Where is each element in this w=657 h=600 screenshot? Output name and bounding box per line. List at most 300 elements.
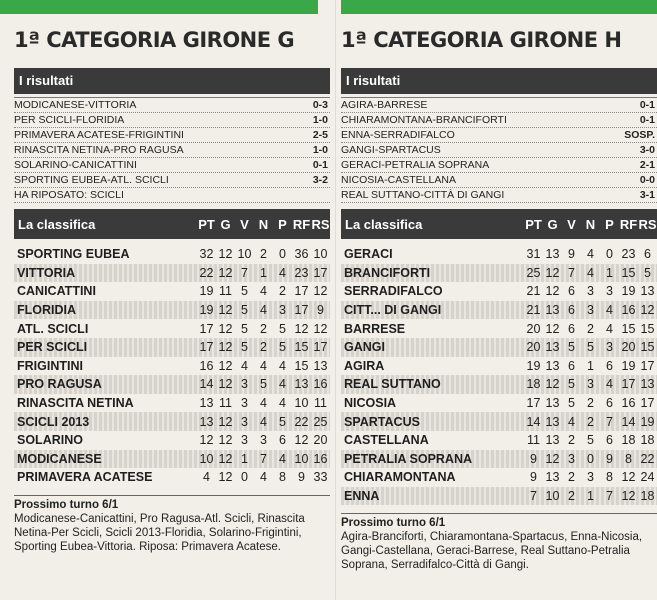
stat-p: 3 xyxy=(606,340,613,355)
stat-rs: 18 xyxy=(640,433,655,448)
stat-v: 7 xyxy=(241,265,248,280)
stat-g: 12 xyxy=(218,377,233,392)
result-match: PRIMAVERA ACATESE-FRIGINTINI xyxy=(14,129,184,141)
stat-rf: 15 xyxy=(294,358,309,373)
stat-p: 8 xyxy=(606,470,613,485)
team-name: CHIARAMONTANA xyxy=(344,470,456,485)
stat-n: 1 xyxy=(587,489,594,504)
team-name: SCICLI 2013 xyxy=(17,414,90,429)
team-name: GANGI xyxy=(344,340,385,355)
result-row xyxy=(14,113,330,128)
stat-v: 5 xyxy=(568,377,575,392)
stat-g: 13 xyxy=(545,470,560,485)
result-score: 3-1 xyxy=(639,189,655,201)
stat-pt: 16 xyxy=(199,358,214,373)
result-match: NICOSIA-CASTELLANA xyxy=(341,174,456,186)
team-name: SPORTING EUBEA xyxy=(17,247,130,262)
stat-v: 5 xyxy=(241,303,248,318)
team-name: RINASCITA NETINA xyxy=(17,396,134,411)
stat-v: 5 xyxy=(568,340,575,355)
team-name: CANICATTINI xyxy=(17,284,96,299)
result-row xyxy=(341,98,657,113)
table-row xyxy=(341,338,657,357)
column-header-n: N xyxy=(585,216,596,232)
stat-g: 13 xyxy=(545,433,560,448)
result-row xyxy=(341,173,657,188)
stat-pt: 21 xyxy=(526,284,541,299)
stat-rf: 10 xyxy=(294,396,309,411)
result-row xyxy=(14,143,330,158)
stat-v: 6 xyxy=(568,358,575,373)
stat-n: 2 xyxy=(260,321,267,336)
standings-header: La classifica xyxy=(345,216,423,232)
stat-p: 4 xyxy=(279,265,286,280)
stat-n: 5 xyxy=(260,377,267,392)
stat-rf: 12 xyxy=(294,321,309,336)
stat-pt: 17 xyxy=(199,340,214,355)
stat-pt: 21 xyxy=(526,303,541,318)
group-g-panel xyxy=(14,14,330,554)
stat-rf: 23 xyxy=(294,265,309,280)
standings-header: La classifica xyxy=(18,216,96,232)
stat-pt: 20 xyxy=(526,340,541,355)
next-round xyxy=(14,495,330,554)
group-title: 1ª CATEGORIA GIRONE G xyxy=(14,28,295,52)
result-score xyxy=(328,188,330,202)
stat-pt: 25 xyxy=(526,265,541,280)
stat-v: 6 xyxy=(568,321,575,336)
stat-pt: 14 xyxy=(199,377,214,392)
next-round-fixtures: Modicanese-Canicattini, Pro Ragusa-Atl. Scicli, Rinascita Netina-Per Scicli, Scicli 2013-Floridia, Solarino-Frigintini, Sporting Eubea-Vittoria. Riposa: Primavera Acatese. xyxy=(14,512,305,553)
stat-n: 2 xyxy=(260,247,267,262)
result-match: GANGI-SPARTACUS xyxy=(341,144,441,156)
stat-g: 12 xyxy=(545,451,560,466)
stat-pt: 18 xyxy=(526,377,541,392)
column-header-p: P xyxy=(278,216,287,232)
stat-rs: 17 xyxy=(640,358,655,373)
stat-rf: 16 xyxy=(621,396,636,411)
stat-p: 4 xyxy=(279,358,286,373)
group-title: 1ª CATEGORIA GIRONE H xyxy=(341,28,622,52)
result-match: HA RIPOSATO: SCICLI xyxy=(14,189,124,201)
stat-v: 3 xyxy=(241,414,248,429)
team-name: PRO RAGUSA xyxy=(17,377,102,392)
stat-pt: 22 xyxy=(199,265,214,280)
stat-p: 4 xyxy=(606,321,613,336)
stat-v: 3 xyxy=(241,377,248,392)
team-name: PRIMAVERA ACATESE xyxy=(17,470,153,485)
green-top-bar-right xyxy=(341,0,657,14)
stat-n: 5 xyxy=(587,433,594,448)
table-row xyxy=(341,431,657,450)
stat-n: 3 xyxy=(260,433,267,448)
standings-table xyxy=(341,245,657,505)
result-score: 0-1 xyxy=(312,159,328,171)
table-row xyxy=(14,245,330,264)
results-header: I risultati xyxy=(14,68,330,94)
result-score: 0-1 xyxy=(639,114,655,126)
stat-p: 4 xyxy=(606,303,613,318)
stat-pt: 9 xyxy=(530,451,537,466)
stat-n: 2 xyxy=(587,414,594,429)
stat-n: 4 xyxy=(260,396,267,411)
stat-rf: 14 xyxy=(621,414,636,429)
stat-pt: 7 xyxy=(530,489,537,504)
result-match: AGIRA-BARRESE xyxy=(341,99,428,111)
stat-g: 12 xyxy=(545,265,560,280)
result-match: SPORTING EUBEA-ATL. SCICLI xyxy=(14,174,169,186)
stat-g: 12 xyxy=(218,265,233,280)
stat-rs: 13 xyxy=(313,358,328,373)
table-row xyxy=(341,375,657,394)
stat-pt: 13 xyxy=(199,414,214,429)
result-score: 0-0 xyxy=(639,174,655,186)
table-row xyxy=(14,282,330,301)
stat-n: 4 xyxy=(260,358,267,373)
stat-p: 5 xyxy=(279,340,286,355)
team-name: FLORIDIA xyxy=(17,303,77,318)
stat-p: 0 xyxy=(279,247,286,262)
stat-n: 2 xyxy=(587,321,594,336)
stat-rs: 25 xyxy=(313,414,328,429)
result-row xyxy=(14,188,330,203)
result-row xyxy=(14,158,330,173)
stat-p: 5 xyxy=(279,321,286,336)
table-row xyxy=(341,264,657,283)
stat-v: 4 xyxy=(241,358,248,373)
standings-header-row xyxy=(341,209,657,239)
table-row xyxy=(341,450,657,469)
column-header-pt: PT xyxy=(198,216,215,232)
table-row xyxy=(14,450,330,469)
stat-n: 4 xyxy=(260,303,267,318)
stat-rs: 12 xyxy=(640,303,655,318)
stat-g: 12 xyxy=(218,340,233,355)
table-row xyxy=(14,264,330,283)
stat-g: 13 xyxy=(545,414,560,429)
stat-rs: 22 xyxy=(640,451,655,466)
stat-p: 1 xyxy=(606,265,613,280)
stat-n: 3 xyxy=(587,284,594,299)
table-row xyxy=(14,338,330,357)
stat-v: 5 xyxy=(241,321,248,336)
stat-p: 8 xyxy=(279,470,286,485)
stat-p: 7 xyxy=(606,489,613,504)
stat-p: 6 xyxy=(279,433,286,448)
stat-n: 4 xyxy=(260,284,267,299)
stat-pt: 12 xyxy=(199,433,214,448)
column-divider xyxy=(335,0,336,600)
column-header-g: G xyxy=(547,216,558,232)
stat-n: 1 xyxy=(587,358,594,373)
stat-n: 3 xyxy=(587,470,594,485)
table-row xyxy=(341,282,657,301)
stat-g: 11 xyxy=(219,396,232,411)
stat-g: 12 xyxy=(545,321,560,336)
stat-p: 4 xyxy=(279,396,286,411)
results-list xyxy=(14,97,330,203)
table-row xyxy=(14,357,330,376)
stat-rs: 18 xyxy=(640,489,655,504)
stat-n: 7 xyxy=(260,451,267,466)
next-round-title: Prossimo turno 6/1 xyxy=(341,517,446,530)
stat-g: 12 xyxy=(218,433,233,448)
result-row xyxy=(341,188,657,203)
stat-pt: 14 xyxy=(526,414,541,429)
stat-v: 7 xyxy=(568,265,575,280)
stat-rf: 17 xyxy=(294,303,309,318)
stat-p: 3 xyxy=(279,303,286,318)
stat-g: 13 xyxy=(545,303,560,318)
stat-v: 4 xyxy=(568,414,575,429)
stat-g: 12 xyxy=(218,303,233,318)
green-top-bar-left xyxy=(0,0,318,14)
stat-n: 3 xyxy=(587,303,594,318)
stat-p: 9 xyxy=(606,451,613,466)
stat-v: 10 xyxy=(237,247,252,262)
stat-g: 12 xyxy=(545,377,560,392)
result-match: RINASCITA NETINA-PRO RAGUSA xyxy=(14,144,184,156)
table-row xyxy=(341,357,657,376)
team-name: CITT... DI GANGI xyxy=(344,303,442,318)
table-row xyxy=(341,468,657,487)
stat-p: 4 xyxy=(279,377,286,392)
stat-g: 12 xyxy=(218,451,233,466)
stat-v: 6 xyxy=(568,284,575,299)
stat-pt: 17 xyxy=(526,396,541,411)
result-score: SOSP. xyxy=(624,129,655,141)
stat-pt: 19 xyxy=(526,358,541,373)
stat-rf: 20 xyxy=(621,340,636,355)
team-name: FRIGINTINI xyxy=(17,358,83,373)
stat-rf: 15 xyxy=(621,265,636,280)
results-header: I risultati xyxy=(341,68,657,94)
stat-rf: 10 xyxy=(294,451,309,466)
column-header-n: N xyxy=(258,216,269,232)
stat-g: 13 xyxy=(545,247,560,262)
stat-pt: 19 xyxy=(199,284,214,299)
stat-p: 6 xyxy=(606,396,613,411)
team-name: SPARTACUS xyxy=(344,414,420,429)
result-row xyxy=(14,128,330,143)
stat-pt: 4 xyxy=(203,470,210,485)
stat-p: 0 xyxy=(606,247,613,262)
table-row xyxy=(14,412,330,431)
column-header-rf: RF xyxy=(619,216,638,232)
stat-pt: 10 xyxy=(199,451,214,466)
result-match: MODICANESE-VITTORIA xyxy=(14,99,137,111)
stat-rf: 23 xyxy=(621,247,636,262)
next-round xyxy=(341,513,657,572)
result-row xyxy=(341,113,657,128)
stat-g: 12 xyxy=(218,358,233,373)
stat-rs: 17 xyxy=(313,340,328,355)
stat-pt: 11 xyxy=(527,433,540,448)
stat-v: 1 xyxy=(241,451,248,466)
result-score: 1-0 xyxy=(312,114,328,126)
stat-n: 4 xyxy=(260,414,267,429)
results-list xyxy=(341,97,657,203)
group-h-panel xyxy=(341,14,657,572)
team-name: ENNA xyxy=(344,489,380,504)
team-name: NICOSIA xyxy=(344,396,397,411)
standings-header-row xyxy=(14,209,330,239)
stat-v: 5 xyxy=(241,284,248,299)
table-row xyxy=(14,375,330,394)
result-match: GERACI-PETRALIA SOPRANA xyxy=(341,159,490,171)
result-row xyxy=(14,173,330,188)
stat-pt: 13 xyxy=(199,396,214,411)
result-row xyxy=(341,158,657,173)
stat-rs: 15 xyxy=(640,340,655,355)
stat-pt: 19 xyxy=(199,303,214,318)
stat-rf: 17 xyxy=(621,377,636,392)
team-name: AGIRA xyxy=(344,358,385,373)
stat-rs: 24 xyxy=(640,470,655,485)
stat-rs: 12 xyxy=(313,321,328,336)
stat-pt: 31 xyxy=(526,247,541,262)
result-row xyxy=(341,128,657,143)
team-name: PER SCICLI xyxy=(17,340,88,355)
stat-rs: 5 xyxy=(644,265,651,280)
stat-rf: 12 xyxy=(621,470,636,485)
result-score: 0-3 xyxy=(312,99,328,111)
stat-rs: 11 xyxy=(314,396,327,411)
stat-v: 2 xyxy=(568,433,575,448)
stat-n: 2 xyxy=(587,396,594,411)
stat-v: 2 xyxy=(568,470,575,485)
table-row xyxy=(341,301,657,320)
stat-g: 12 xyxy=(218,321,233,336)
stat-n: 4 xyxy=(587,247,594,262)
result-score: 2-5 xyxy=(312,129,328,141)
stat-v: 9 xyxy=(568,247,575,262)
result-score: 1-0 xyxy=(312,144,328,156)
stat-g: 13 xyxy=(545,396,560,411)
stat-p: 4 xyxy=(606,377,613,392)
stat-rs: 6 xyxy=(644,247,651,262)
team-name: VITTORIA xyxy=(17,265,76,280)
stat-n: 0 xyxy=(587,451,594,466)
column-header-g: G xyxy=(220,216,231,232)
stat-p: 2 xyxy=(279,284,286,299)
stat-v: 6 xyxy=(568,303,575,318)
stat-p: 5 xyxy=(279,414,286,429)
stat-v: 3 xyxy=(241,433,248,448)
column-header-rs: RS xyxy=(638,216,657,232)
table-row xyxy=(14,431,330,450)
stat-p: 3 xyxy=(606,284,613,299)
column-header-v: V xyxy=(567,216,576,232)
stat-rf: 13 xyxy=(294,377,309,392)
stat-g: 13 xyxy=(545,358,560,373)
next-round-title: Prossimo turno 6/1 xyxy=(14,498,119,511)
result-score: 3-0 xyxy=(639,144,655,156)
stat-rf: 15 xyxy=(294,340,309,355)
stat-v: 3 xyxy=(241,396,248,411)
table-row xyxy=(14,468,330,487)
stat-rf: 9 xyxy=(298,470,305,485)
stat-g: 12 xyxy=(545,284,560,299)
team-name: GERACI xyxy=(344,247,393,262)
result-score: 0-1 xyxy=(639,99,655,111)
stat-rs: 15 xyxy=(640,321,655,336)
stat-rs: 16 xyxy=(313,377,328,392)
stat-rs: 33 xyxy=(313,470,328,485)
stat-v: 3 xyxy=(568,451,575,466)
stat-n: 5 xyxy=(587,340,594,355)
stat-g: 13 xyxy=(545,340,560,355)
table-row xyxy=(14,301,330,320)
table-row xyxy=(341,245,657,264)
stat-g: 12 xyxy=(218,470,233,485)
stat-rf: 36 xyxy=(294,247,309,262)
team-name: BRANCIFORTI xyxy=(344,265,431,280)
column-header-pt: PT xyxy=(525,216,542,232)
stat-v: 5 xyxy=(241,340,248,355)
stat-rf: 17 xyxy=(294,284,309,299)
stat-g: 12 xyxy=(218,247,233,262)
next-round-fixtures: Agira-Branciforti, Chiaramontana-Spartacus, Enna-Nicosia, Gangi-Castellana, Geraci-Barrese, Real Suttano-Petralia Soprana, Serradifalco-Città di Gangi. xyxy=(341,531,643,572)
team-name: ATL. SCICLI xyxy=(17,321,89,336)
stat-rs: 9 xyxy=(317,303,324,318)
stat-rf: 12 xyxy=(294,433,309,448)
stat-rs: 13 xyxy=(640,377,655,392)
stat-pt: 17 xyxy=(199,321,214,336)
stat-rs: 12 xyxy=(313,284,328,299)
table-row xyxy=(341,412,657,431)
stat-rf: 16 xyxy=(621,303,636,318)
column-header-p: P xyxy=(605,216,614,232)
column-header-v: V xyxy=(240,216,249,232)
result-match: SOLARINO-CANICATTINI xyxy=(14,159,137,171)
team-name: CASTELLANA xyxy=(344,433,429,448)
stat-n: 2 xyxy=(260,340,267,355)
stat-rs: 10 xyxy=(313,247,328,262)
stat-rf: 12 xyxy=(621,489,636,504)
stat-v: 0 xyxy=(241,470,248,485)
stat-rf: 15 xyxy=(621,321,636,336)
result-match: REAL SUTTANO-CITTÀ DI GANGI xyxy=(341,189,505,201)
result-match: CHIARAMONTANA-BRANCIFORTI xyxy=(341,114,507,126)
stat-rf: 8 xyxy=(625,451,632,466)
stat-p: 6 xyxy=(606,433,613,448)
result-match: ENNA-SERRADIFALCO xyxy=(341,129,455,141)
team-name: MODICANESE xyxy=(17,451,102,466)
column-header-rs: RS xyxy=(311,216,330,232)
stat-n: 1 xyxy=(260,265,267,280)
stat-g: 12 xyxy=(218,414,233,429)
table-row xyxy=(341,394,657,413)
stat-rs: 20 xyxy=(313,433,328,448)
stat-rf: 19 xyxy=(621,284,636,299)
stat-p: 6 xyxy=(606,358,613,373)
stat-p: 7 xyxy=(606,414,613,429)
stat-rf: 19 xyxy=(621,358,636,373)
team-name: REAL SUTTANO xyxy=(344,377,441,392)
stat-rf: 18 xyxy=(621,433,636,448)
result-score: 2-1 xyxy=(639,159,655,171)
stat-g: 11 xyxy=(219,284,232,299)
stat-pt: 20 xyxy=(526,321,541,336)
stat-n: 4 xyxy=(587,265,594,280)
stat-rs: 16 xyxy=(313,451,328,466)
result-score: 3-2 xyxy=(312,174,328,186)
team-name: SOLARINO xyxy=(17,433,83,448)
stat-rf: 22 xyxy=(294,414,309,429)
result-row xyxy=(341,143,657,158)
stat-p: 4 xyxy=(279,451,286,466)
